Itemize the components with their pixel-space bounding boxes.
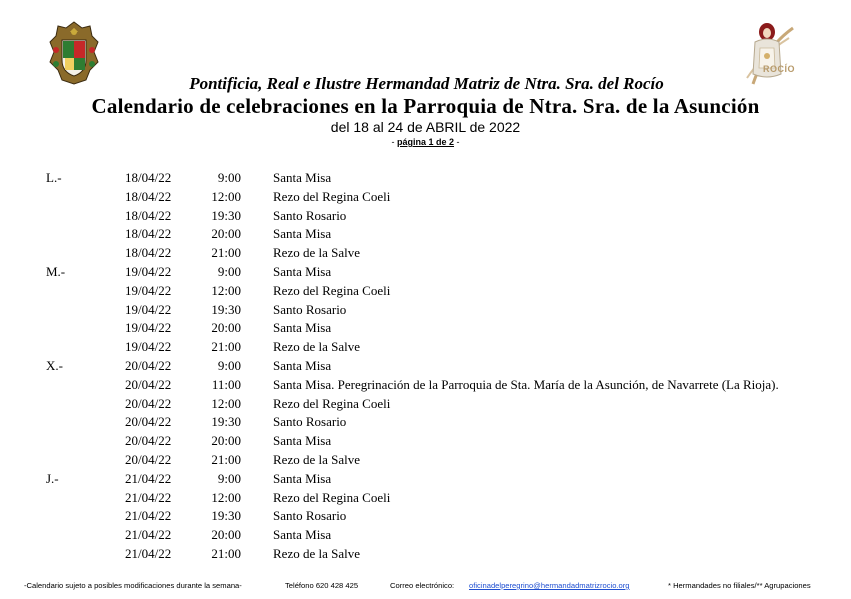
table-row bbox=[0, 338, 851, 357]
rocio-logo-text: ROCÍO bbox=[763, 64, 796, 74]
day-label: L.- bbox=[46, 170, 62, 185]
date-cell: 20/04/22 bbox=[125, 357, 172, 373]
day-label: J.- bbox=[46, 470, 59, 486]
time-cell: 9:00 bbox=[217, 357, 241, 373]
date-cell: 19/04/22 bbox=[125, 282, 172, 298]
time-cell: 12:00 bbox=[211, 282, 241, 298]
table-row bbox=[0, 432, 851, 451]
event-cell: Santa Misa bbox=[273, 433, 332, 449]
time-cell: 12:00 bbox=[211, 489, 241, 505]
date-cell: 21/04/22 bbox=[125, 545, 172, 561]
event-cell: Santa Misa bbox=[273, 170, 332, 185]
event-cell: Rezo de la Salve bbox=[273, 245, 360, 261]
date-cell: 20/04/22 bbox=[125, 414, 172, 430]
event-cell: Santa Misa bbox=[273, 226, 332, 242]
date-cell: 21/04/22 bbox=[125, 470, 172, 486]
event-cell: Rezo de la Salve bbox=[273, 545, 360, 561]
footer-email-link[interactable]: oficinadelperegrino@hermandadmatrizrocio.org bbox=[469, 581, 630, 590]
table-row bbox=[0, 301, 851, 320]
event-cell: Rezo del Regina Coeli bbox=[273, 489, 391, 505]
document-header bbox=[0, 72, 851, 148]
event-cell: Rezo del Regina Coeli bbox=[273, 282, 391, 298]
footer-note: * Hermandades no filiales/** Agrupaciones bbox=[668, 581, 811, 590]
event-cell: Santa Misa. Peregrinación de la Parroquia de Sta. María de la Asunción, de Navarrete (La Rioja). bbox=[273, 376, 779, 392]
table-row bbox=[0, 357, 851, 376]
event-cell: Santa Misa bbox=[273, 357, 332, 373]
time-cell: 21:00 bbox=[211, 451, 241, 467]
time-cell: 19:30 bbox=[211, 207, 241, 223]
time-cell: 20:00 bbox=[211, 527, 241, 543]
event-cell: Santa Misa bbox=[273, 320, 332, 336]
time-cell: 19:30 bbox=[211, 508, 241, 524]
date-cell: 18/04/22 bbox=[125, 170, 172, 185]
event-cell: Rezo de la Salve bbox=[273, 451, 360, 467]
event-cell: Santo Rosario bbox=[273, 414, 347, 430]
time-cell: 9:00 bbox=[217, 263, 241, 279]
table-row bbox=[0, 545, 851, 564]
time-cell: 20:00 bbox=[211, 320, 241, 336]
date-cell: 18/04/22 bbox=[125, 207, 172, 223]
date-cell: 19/04/22 bbox=[125, 339, 172, 355]
day-label: M.- bbox=[46, 263, 66, 279]
event-cell: Santo Rosario bbox=[273, 508, 347, 524]
footer-disclaimer: -Calendario sujeto a posibles modificaciones durante la semana- bbox=[24, 581, 242, 590]
date-range: del 18 al 24 de ABRIL de 2022 bbox=[330, 119, 521, 135]
table-row bbox=[0, 263, 851, 282]
table-row bbox=[0, 319, 851, 338]
time-cell: 12:00 bbox=[211, 395, 241, 411]
table-row bbox=[0, 169, 851, 188]
event-cell: Santo Rosario bbox=[273, 301, 347, 317]
page-number: página 1 de 2 bbox=[396, 137, 455, 147]
date-cell: 20/04/22 bbox=[125, 376, 172, 392]
time-cell: 9:00 bbox=[217, 170, 241, 185]
table-row bbox=[0, 244, 851, 263]
page-indicator bbox=[0, 136, 851, 148]
page-title: Calendario de celebraciones en la Parroquia de Ntra. Sra. de la Asunción bbox=[91, 94, 760, 118]
footer-phone: Teléfono 620 428 425 bbox=[285, 581, 359, 590]
date-cell: 20/04/22 bbox=[125, 451, 172, 467]
table-row bbox=[0, 507, 851, 526]
date-cell: 21/04/22 bbox=[125, 527, 172, 543]
day-label: X.- bbox=[46, 357, 63, 373]
time-cell: 12:00 bbox=[211, 188, 241, 204]
table-row bbox=[0, 526, 851, 545]
date-cell: 19/04/22 bbox=[125, 320, 172, 336]
table-row bbox=[0, 489, 851, 508]
date-cell: 18/04/22 bbox=[125, 226, 172, 242]
time-cell: 19:30 bbox=[211, 301, 241, 317]
date-cell: 20/04/22 bbox=[125, 433, 172, 449]
schedule-table bbox=[0, 169, 851, 564]
event-cell: Rezo de la Salve bbox=[273, 339, 360, 355]
event-cell: Santa Misa bbox=[273, 527, 332, 543]
date-cell: 18/04/22 bbox=[125, 188, 172, 204]
date-cell: 20/04/22 bbox=[125, 395, 172, 411]
page-indicator-suffix: - bbox=[454, 137, 460, 147]
table-row bbox=[0, 207, 851, 226]
date-cell: 21/04/22 bbox=[125, 508, 172, 524]
time-cell: 20:00 bbox=[211, 433, 241, 449]
date-cell: 19/04/22 bbox=[125, 301, 172, 317]
event-cell: Santa Misa bbox=[273, 470, 332, 486]
time-cell: 11:00 bbox=[211, 376, 241, 392]
time-cell: 19:30 bbox=[211, 414, 241, 430]
table-row bbox=[0, 376, 851, 395]
table-row bbox=[0, 188, 851, 207]
time-cell: 21:00 bbox=[211, 245, 241, 261]
event-cell: Santa Misa bbox=[273, 263, 332, 279]
table-row bbox=[0, 225, 851, 244]
table-row bbox=[0, 451, 851, 470]
event-cell: Rezo del Regina Coeli bbox=[273, 188, 391, 204]
footer bbox=[0, 580, 851, 592]
date-cell: 19/04/22 bbox=[125, 263, 172, 279]
table-row bbox=[0, 282, 851, 301]
time-cell: 21:00 bbox=[211, 339, 241, 355]
time-cell: 20:00 bbox=[211, 226, 241, 242]
time-cell: 9:00 bbox=[217, 470, 241, 486]
footer-email-label: Correo electrónico: bbox=[390, 581, 455, 590]
page-indicator-prefix: - bbox=[391, 137, 397, 147]
table-row bbox=[0, 470, 851, 489]
brotherhood-name: Pontificia, Real e Ilustre Hermandad Matriz de Ntra. Sra. del Rocío bbox=[189, 74, 664, 93]
date-cell: 18/04/22 bbox=[125, 245, 172, 261]
date-cell: 21/04/22 bbox=[125, 489, 172, 505]
event-cell: Rezo del Regina Coeli bbox=[273, 395, 391, 411]
table-row bbox=[0, 413, 851, 432]
time-cell: 21:00 bbox=[211, 545, 241, 561]
event-cell: Santo Rosario bbox=[273, 207, 347, 223]
table-row bbox=[0, 395, 851, 414]
